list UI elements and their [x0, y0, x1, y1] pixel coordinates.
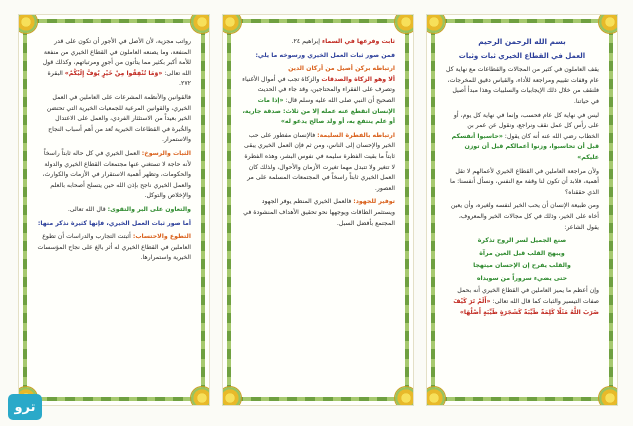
brochure-title: العمل في القطاع الخيري ثبات وثبات	[458, 51, 586, 60]
flower-ornament	[395, 387, 414, 406]
poem-line: ويبهج القلب قبل العين مرآة	[479, 249, 565, 257]
point-heading: ارتباطه بركن أصيل من أركان الدين	[288, 65, 395, 73]
poem-line: حتى يضيء سروراً من سويداه	[476, 274, 568, 282]
verse-ref: البقرة ٢٧٢.	[47, 69, 191, 88]
point-heading: والتعاون على البر والتقوى:	[107, 205, 191, 213]
flower-ornament	[395, 14, 414, 33]
middle-panel	[222, 14, 414, 406]
point-text: العمل الخيري في كل حاله ثابتاً راسخاً لأنه حاجة لا تستغني عنها مجتمعات القطاع الخيري والدولة والحكومات، وتظهر أهمية الاستقرار في الأزمات والكوارث، والعمل الخيري ناجح بإذن الله حين يتسلح أصحابه بالعلم والإخلاص والتوكل.	[42, 149, 191, 200]
vine-border-top	[29, 19, 199, 23]
vine-border-left	[23, 25, 27, 397]
section-question: أما صور ثبات العمل الخيري، فإنها كثيرة نذكر منها:	[37, 219, 191, 227]
vine-border-right	[609, 25, 613, 397]
middle-panel-text	[241, 37, 395, 385]
flower-ornament	[191, 387, 210, 406]
site-logo: ترو	[8, 394, 42, 420]
paragraph: فالقوانين والأنظمة المشرعات على العاملين في العمل الخيري، والقوانين المرعية للجمعيات الخيرية التي تحتضن الخير بعيداً من الاستئثار الفردي، والعمل على الاعتدال والخُبرة في القطاعات الخيرية تُعد من أهم أسباب النجاح والاستمرار.	[46, 93, 191, 144]
vine-border-right	[201, 25, 205, 397]
quote: «حاسبوا أنفسكم قبل أن تحاسبوا، وزنوا أعمالكم قبل أن توزن عليكم»	[451, 132, 599, 161]
left-panel-text	[37, 37, 191, 385]
section-question: فمن صور ثبات العمل الخيري ورسوخه ما يلي:	[255, 51, 395, 59]
flower-ornament	[426, 14, 445, 33]
verse: «وَمَا تُنْفِقُوا مِنْ خَيْرٍ يُوَفَّ إِلَيْكُمْ»	[64, 69, 163, 77]
verse: ثابت وفرعها في السماء	[321, 38, 395, 45]
point-heading: التطوع والاحتساب:	[132, 233, 191, 241]
point-text: قال الله تعالى.	[67, 205, 106, 213]
flower-ornament	[191, 14, 210, 33]
paragraph: يقف العاملون في كثير من المجالات والقطاعات مع نهاية كل عام وقفات تقييم ومراجعة للأداء، والقياس دقيق للمخرجات، فلنقف من خلال ذلك الإيجابيات والسلبيات وهذا مبدأ أصيل في حياتنا.	[445, 66, 599, 105]
vine-border-bottom	[437, 397, 607, 401]
poem-line: صنع الجميل لسر الروح تذكرة	[477, 237, 567, 245]
flower-ornament	[18, 14, 37, 33]
vine-border-top	[437, 19, 607, 23]
flower-ornament	[426, 387, 445, 406]
vine-border-right	[405, 25, 409, 397]
paragraph: ولأن مراجعة العاملين في القطاع الخيري لأعمالهم لا تقل أهمية، فلابد أن تكون لنا وقفة مع النفس، ونسأل أنفسنا: ما الذي حققناه؟	[449, 167, 599, 196]
hadith: «إذا مات الإنسان انقطع عنه عمله إلا من ثلاث: صدقة جارية، أو علم ينتفع به، أو ولد صالح يدعو له»	[242, 96, 395, 126]
verse: «أَلَمْ تَرَ كَيْفَ ضَرَبَ اللَّهُ مَثَلًا كَلِمَةً طَيِّبَةً كَشَجَرَةٍ طَيِّبَةٍ أَصْلُهَا»	[453, 298, 599, 316]
point-text: والزكاة تجب في أموال الأغنياء وتصرف على الفقراء والمحتاجين، وقد جاء في الحديث الصحيح أن النبي صلى الله عليه وسلم قال:	[242, 75, 395, 104]
right-panel	[426, 14, 618, 406]
paragraph: ومن طبيعة الإنسان أن يحب الخير لنفسه ولغيره، وأن يعين أخاه على الخير، وذلك في كل مجالات الخير والمعروف، يقول الشاعر:	[450, 202, 599, 231]
flower-ornament	[599, 387, 618, 406]
vine-border-top	[233, 19, 403, 23]
point-subheading: ألا وهو الزكاة والصدقات	[321, 75, 395, 83]
point-text: أثبتت التجارب والدراسات أن تطوع العاملين في القطاع الخيري له أثر بالغ على نجاح المؤسسات الخيرية واستمرارها.	[37, 233, 191, 262]
basmala: بسم الله الرحمن الرحيم	[478, 37, 566, 46]
flower-ornament	[222, 387, 241, 406]
point-text: فالإنسان مفطور على حب الخير والإحسان إلى الناس، ومن ثم فإن العمل الخيري يبقى ثابتاً ما بقيت الفطرة سليمة في نفوس البشر، وهذه الفطرة لا تتغير ولا تتبدل مهما تغيرت الأزمان والأحوال، ولذلك كان العمل الخيري ثابتاً راسخاً في المجتمعات المسلمة على مر العصور.	[244, 131, 395, 192]
left-panel	[18, 14, 210, 406]
paragraph: ليس في نهاية كل عام فحسب، وإنما في نهاية كل يوم، أو على رأس كل عمل نقف ونراجع، ونقول عن عمر بن الخطاب رضي الله عنه أنه كان يقول:	[453, 111, 599, 140]
paragraph: رواتب مجزية، لأن الأصل في الأجور أن تكون على قدر المنفعة، وما يصنعه العاملون في القطاع الخيري من منفعة للأمة أكبر بكثير مما يتأتون من أجورٍ ومرتباتهم، وكذلك قول الله تعالى:	[42, 38, 191, 77]
point-heading: الثبات والرسوخ:	[141, 149, 191, 157]
right-panel-text	[445, 37, 599, 385]
point-heading: ارتباطه بالفطرة السليمة:	[317, 131, 395, 139]
poem-line: والقلب يفرح إن الإحسان ميتهجا	[473, 262, 571, 270]
vine-border-bottom	[29, 397, 199, 401]
verse-ref: إبراهيم ٢٤.	[291, 38, 320, 45]
vine-border-bottom	[233, 397, 403, 401]
flower-ornament	[222, 14, 241, 33]
vine-border-left	[227, 25, 231, 397]
vine-border-left	[431, 25, 435, 397]
point-heading: توفير للجهود:	[353, 198, 395, 206]
flower-ornament	[599, 14, 618, 33]
point-text: فالعمل الخيري المنظم يوفر الجهود ويستثمر الطاقات ويوجهها نحو تحقيق الأهداف المنشودة في المجتمع بأفضل السبل.	[243, 198, 395, 227]
paragraph: وإن أعظم ما يميز العاملين في القطاع الخيري أنه بحمل صفات التيسير والثبات كما قال الله تعالى:	[457, 287, 599, 306]
